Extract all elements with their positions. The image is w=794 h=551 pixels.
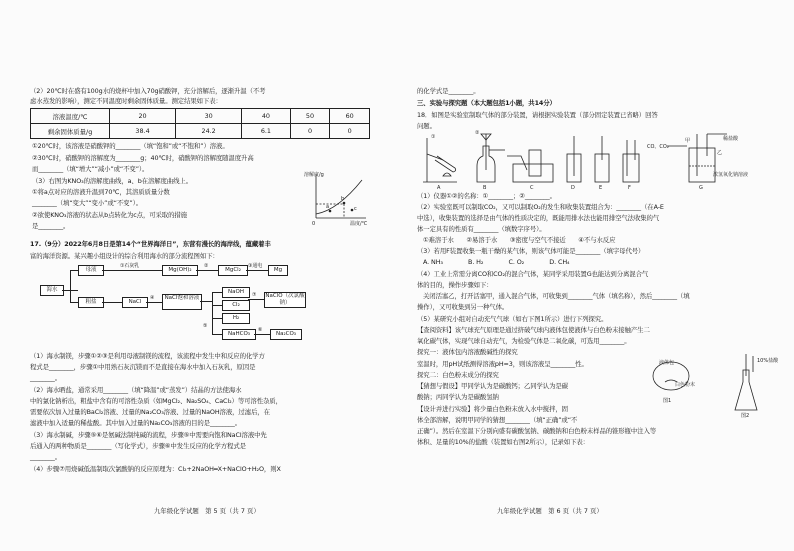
origin-label: 0	[312, 221, 316, 227]
text-line: 中的氯化钠析出，粗盐中含有的可溶性杂质（如MgCl₂、Na₂SO₄、CaCl₂）等可溶性杂质，	[30, 397, 282, 405]
flow-node-naclo: NaClO（次氯酸钠）	[265, 293, 305, 306]
liquid-pack-label: 液体包	[659, 360, 675, 366]
powder-label: 白色粉末	[675, 382, 696, 388]
text-line: 虑水蒸发的影响），测定不同温度时剩余固体质量。测定结果如下表：	[30, 97, 222, 105]
text-line: 而________（填“增大”“减小”或“不变”）。	[32, 165, 149, 173]
text-line: 探究二：白色粉末成分的探究	[417, 371, 499, 379]
text-line: ②欲使KNO₃溶液的状态从b点转化为c点，可采取的措施	[32, 211, 187, 219]
text-line: ________。	[30, 453, 62, 461]
flow-node-mother-liquor: 母液	[78, 265, 104, 276]
text-line: 【设计并进行实验】将少量白色粉末放入水中搅拌，固	[417, 405, 568, 413]
flow-arrow	[212, 292, 213, 334]
text-line: 是________。	[32, 222, 70, 230]
apparatus-figure	[417, 126, 777, 190]
flow-node-mgoh2: Mg(OH)₂	[162, 265, 198, 276]
apparatus-d-label: D	[571, 185, 575, 190]
solubility-table	[30, 108, 370, 139]
text-line: 体一定具有的性质有________（填数字序号）。	[417, 225, 546, 233]
section-3-heading: 三、实验与探究题（本大题包括1小题，共14分）	[417, 99, 556, 107]
instrument-2-label: ②	[475, 130, 480, 136]
g-naoh-label: 浓氢氧化钠溶液	[713, 172, 749, 178]
step-4-label: ④	[150, 295, 155, 301]
syringe-label: 10%盐酸	[757, 358, 779, 364]
step-2-label: ②	[204, 263, 209, 269]
text-line: ①将a点对应的溶液升温到70℃，其溶质质量分数	[32, 188, 170, 196]
text-line: 氧化碳气体，实现气球自动充气，为检验气体是二氧化碳，可选用________。	[417, 337, 631, 345]
table-cell: 0	[290, 124, 330, 139]
text-line: 【查阅资料】该气球充气原理是通过挤破气球内液体包使液体与白色粉末接触产生二	[417, 326, 650, 334]
table-cell: 剩余固体质量/g	[31, 124, 110, 139]
text-line: ②30℃时，硝酸钾的溶解度为________g；40℃时，硝酸钾的溶解度随温度升高	[32, 154, 254, 162]
text-line: （3）右图为KNO₃的溶解度曲线，a、b在溶解度曲线上。	[32, 177, 193, 185]
point-c-label: c	[354, 206, 357, 212]
text-line: （3）海水制碱，步骤⑤⑥是氨碱法制纯碱的流程，步骤⑤中需要向饱和NaCl溶液中先	[30, 431, 267, 439]
flow-node-h2: H₂	[222, 313, 250, 324]
flow-arrow	[102, 270, 162, 271]
text-line: （5）某研究小组对自动充气气球（如右下图1所示）进行下列探究。	[417, 315, 608, 323]
flow-node-naoh: NaOH	[222, 287, 250, 298]
text-line: （4）步骤⑦用烧碱低温制取次氯酸钠的反应原理为：Cl₂+2NaOH═X+NaClO+H₂O，则X	[30, 465, 281, 473]
table-cell: 20	[110, 109, 176, 124]
text-line: （3）若用F装置收集一瓶干燥的某气体，则该气体可能是________（填字母代号）	[417, 247, 645, 255]
table-cell: 0	[330, 124, 370, 139]
g-acid-label: 稀盐酸	[723, 136, 739, 142]
text-line: 需要依次加入过量的BaCl₂溶液、过量的Na₂CO₃溶液、过量的NaOH溶液，过滤后，在	[30, 408, 270, 416]
text-line: 的化学式是________。	[417, 87, 480, 95]
table-cell: 溶液温度/℃	[31, 109, 110, 124]
x-axis-label: 温度/℃	[350, 221, 368, 227]
flow-node-nahco3: NaHCO₃	[222, 329, 256, 340]
flow-arrow	[254, 334, 270, 335]
g-inlet-label: CO、CO₂	[647, 144, 669, 150]
apparatus-a-label: A	[437, 185, 441, 190]
step-1-label: ①石灰乳	[120, 263, 140, 269]
apparatus-b-label: B	[483, 185, 487, 190]
table-row	[31, 124, 370, 139]
flow-node-nacl-solution: NaCl饱和溶液	[162, 294, 202, 310]
flow-arrow	[212, 292, 222, 293]
text-line: 酸钠；丙同学认为是碳酸氢钠	[417, 393, 499, 401]
choices-line: A. NH₃ B. H₂ C. O₂ D. CH₄	[423, 258, 570, 266]
text-line: ________。	[30, 374, 62, 382]
solubility-curve-figure	[304, 170, 370, 228]
text-line: （2）20℃时在盛有100g水的烧杯中加入70g硝酸钾，充分溶解后，逐渐升温（不考	[30, 87, 266, 95]
point-b-label: b	[341, 196, 345, 202]
text-line: （2）海水晒盐，通常采用________（填“降温”或“蒸发”）结晶的方法使海水	[30, 386, 242, 394]
figure-2-label: 图2	[741, 413, 750, 418]
point-a-label: a	[326, 204, 330, 210]
table-cell: 60	[330, 109, 370, 124]
apparatus-g-label: G	[699, 185, 703, 190]
flow-arrow	[212, 305, 222, 306]
text-line: 体积、足量的10%的盐酸（装置如右图2所示），记录如下表：	[417, 438, 589, 446]
flow-node-nacl: NaCl	[122, 297, 148, 308]
flow-arrow	[246, 270, 268, 271]
instrument-1-label: ①	[431, 134, 436, 140]
text-line: 中选），收集装置的选择是由气体的性质决定的，既能用排水法也能用排空气法收集的气	[417, 214, 660, 222]
text-line: 问题。	[417, 122, 436, 130]
flow-node-mgcl2: MgCl₂	[218, 265, 248, 276]
apparatus-c-label: C	[530, 185, 534, 190]
text-line: ①20℃时，该溶液是硝酸钾的________（填“饱和”或“不饱和”）溶液。	[32, 142, 229, 150]
text-line: （2）实验室既可以制取CO₂，又可以制取O₂的发生和收集装置组合为：________（在A-E	[417, 203, 664, 211]
apparatus-e-label: E	[599, 185, 603, 190]
flow-node-cl2: Cl₂	[222, 300, 250, 311]
flow-arrow	[212, 318, 222, 319]
table-cell: 40	[242, 109, 290, 124]
step-6-label: ⑥	[258, 327, 263, 333]
text-line: 体全部溶解，说明甲同学的猜想________（填“正确”或“不	[417, 416, 578, 424]
text-line: 体的目的，操作步骤如下：	[417, 281, 493, 289]
options-line: ①难溶于水 ②易溶于水 ③密度与空气不接近 ④不与水反应	[423, 236, 616, 244]
flow-arrow	[70, 270, 78, 271]
table-cell: 50	[290, 109, 330, 124]
text-line: 后通入的两种物质是________（写化学式），步骤⑥中发生反应的化学方程式是	[30, 442, 246, 450]
table-row	[31, 109, 370, 124]
table-cell: 30	[176, 109, 242, 124]
text-line: 滤液中加入适量的稀盐酸。其中加入过量的Na₂CO₃溶液的目的是________。	[30, 419, 242, 427]
table-cell: 24.2	[176, 124, 242, 139]
step-5-label: ⑤	[203, 323, 208, 329]
flow-arrow	[70, 270, 71, 302]
g-valve-jia-label: 甲	[685, 138, 691, 144]
step-3-label: ③通电	[248, 263, 263, 269]
text-line: （4）工业上常需分离CO和CO₂的混合气体，某同学采用装置G也能达到分离混合气	[417, 270, 649, 278]
text-line: 关闭活塞乙，打开活塞甲，通入混合气体，可收集到________气体（填名称），然后________（填	[423, 292, 690, 300]
text-line: 【猜想与假设】甲同学认为是碳酸钙；乙同学认为是碳	[417, 382, 568, 390]
flow-arrow	[248, 299, 264, 300]
text-line: 富的海洋资源。某兴趣小组设计的综合利用海水的部分流程图如下：	[30, 252, 219, 260]
figure-1-label: 图1	[663, 398, 672, 404]
text-line: 操作），又可收集到另一种气体。	[417, 303, 509, 311]
text-line: 正确”）。然后在室温下分别向盛有碳酸氢钠、碳酸钠和白色粉末样品的锥形瓶中注入等	[417, 427, 657, 435]
flow-arrow	[70, 302, 78, 303]
text-line: 探究一：液体包内溶液酸碱性的探究	[417, 348, 518, 356]
question-17-heading: 17.（9分）2022年6月8日是第14个“世界海洋日”，东营有漫长的海岸线，蕴藏着丰	[30, 240, 271, 248]
flow-node-na2co3: Na₂CO₃	[270, 329, 302, 340]
text-line: 18．如图是实验室制取气体的部分装置，请根据实验装置（部分固定装置已省略）回答	[417, 111, 658, 119]
text-line: （1）仪器①②的名称：①________；②________。	[417, 192, 556, 200]
g-valve-yi-label: 乙	[717, 150, 723, 156]
flow-arrow	[146, 302, 162, 303]
text-line: ________（填“变大”“变小”或“不变”）。	[32, 199, 143, 207]
page-footer: 九年级化学试题 第 6 页（共 7 页）	[497, 507, 603, 515]
flow-arrow	[212, 334, 222, 335]
table-cell: 38.4	[110, 124, 176, 139]
flow-node-brine: 粗盐	[78, 297, 104, 308]
text-line: 程式是________，步骤①中用熟石灰沉镁而不是直接在海水中加入石灰乳，原因是	[30, 363, 256, 371]
text-line: 室温时，用pH试纸测得溶液pH=3，则该溶液呈________性。	[417, 360, 588, 368]
flow-arrow	[102, 302, 122, 303]
flow-arrow	[200, 301, 212, 302]
table-cell: 6.1	[242, 124, 290, 139]
apparatus-f-label: F	[628, 185, 631, 190]
right-page	[397, 0, 794, 551]
step-7-label: ⑦	[252, 292, 257, 298]
balloon-experiment-figure	[645, 352, 779, 418]
y-axis-label: 溶解度/g	[304, 172, 324, 178]
flow-node-seawater: 海水	[40, 285, 64, 296]
flow-node-mg: Mg	[268, 265, 288, 276]
flow-arrow	[196, 270, 218, 271]
page-footer: 九年级化学试题 第 5 页（共 7 页）	[154, 507, 260, 515]
text-line: （1）海水制镁，步骤①②③是利用母液制镁的流程，该流程中发生中和反应的化学方	[30, 352, 265, 360]
